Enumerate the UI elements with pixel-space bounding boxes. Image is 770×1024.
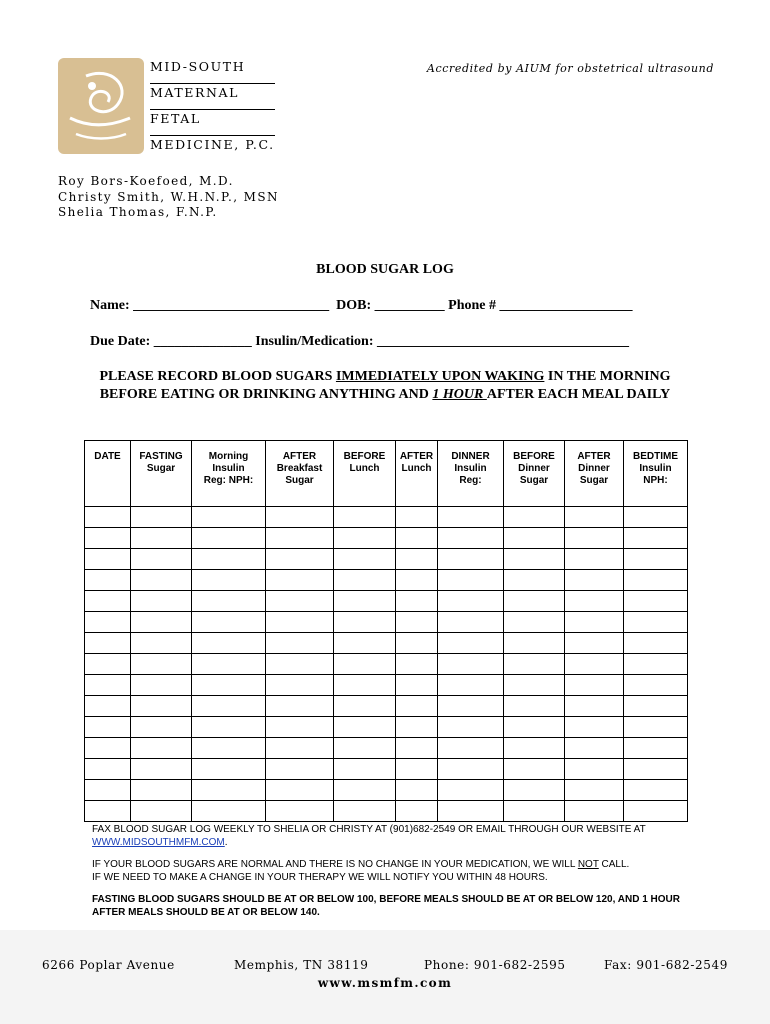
column-header: [85, 441, 131, 507]
log-entry-cell[interactable]: [504, 780, 565, 801]
log-entry-cell[interactable]: [85, 696, 131, 717]
log-entry-cell[interactable]: [396, 759, 438, 780]
footer-address: 6266 Poplar Avenue: [42, 958, 175, 972]
log-entry-cell[interactable]: [565, 549, 624, 570]
column-header-line: Breakfast: [276, 463, 323, 474]
log-entry-cell[interactable]: [192, 507, 266, 528]
log-entry-cell[interactable]: [396, 570, 438, 591]
log-entry-cell[interactable]: [334, 591, 396, 612]
log-entry-cell[interactable]: [131, 570, 192, 591]
column-header-line: BEFORE: [513, 451, 555, 462]
log-entry-cell[interactable]: [192, 591, 266, 612]
log-entry-cell[interactable]: [266, 591, 334, 612]
logo-word: MID-SOUTH: [150, 58, 275, 84]
column-header-line: Insulin: [454, 463, 487, 474]
log-entry-cell[interactable]: [504, 738, 565, 759]
log-entry-cell[interactable]: [266, 654, 334, 675]
log-entry-cell[interactable]: [438, 507, 504, 528]
column-header-line: Morning: [208, 451, 249, 462]
table-header-row: [85, 441, 688, 507]
column-header-line: BEDTIME: [633, 451, 678, 462]
log-entry-cell[interactable]: [438, 570, 504, 591]
log-entry-cell[interactable]: [504, 675, 565, 696]
log-entry-cell[interactable]: [334, 549, 396, 570]
log-entry-cell[interactable]: [396, 696, 438, 717]
log-entry-cell[interactable]: [131, 591, 192, 612]
logo-mark-icon: [56, 56, 146, 156]
log-entry-cell[interactable]: [266, 633, 334, 654]
log-entry-cell[interactable]: [192, 759, 266, 780]
column-header-line: AFTER: [577, 451, 611, 462]
column-header-line: AFTER: [282, 451, 317, 462]
log-entry-cell[interactable]: [396, 717, 438, 738]
log-entry-cell[interactable]: [438, 612, 504, 633]
log-entry-cell[interactable]: [334, 654, 396, 675]
log-entry-cell[interactable]: [266, 717, 334, 738]
column-header-line: Sugar: [146, 463, 176, 474]
log-entry-cell[interactable]: [438, 633, 504, 654]
instruction-text: PLEASE RECORD BLOOD SUGARS: [99, 369, 336, 384]
logo-word: FETAL: [150, 110, 275, 136]
footer-phone: Phone: 901-682-2595: [424, 958, 566, 972]
logo-word: MATERNAL: [150, 84, 275, 110]
log-entry-cell[interactable]: [624, 633, 688, 654]
log-entry-cell[interactable]: [565, 528, 624, 549]
column-header-line: AFTER: [399, 451, 434, 462]
log-entry-cell[interactable]: [438, 696, 504, 717]
normal-text: CALL.: [598, 859, 630, 870]
doctor-name: Roy Bors-Koefoed, M.D.: [58, 174, 234, 188]
log-entry-cell[interactable]: [565, 717, 624, 738]
log-entry-cell[interactable]: [85, 717, 131, 738]
log-entry-cell[interactable]: [266, 780, 334, 801]
log-entry-cell[interactable]: [266, 696, 334, 717]
column-header-line: Lunch: [349, 463, 380, 474]
page-title: BLOOD SUGAR LOG: [316, 262, 454, 277]
log-entry-cell[interactable]: [131, 801, 192, 822]
log-entry-cell[interactable]: [266, 675, 334, 696]
log-entry-cell[interactable]: [131, 717, 192, 738]
column-header-line: Lunch: [401, 463, 432, 474]
log-entry-cell[interactable]: [504, 717, 565, 738]
log-entry-cell[interactable]: [85, 549, 131, 570]
log-entry-cell[interactable]: [396, 654, 438, 675]
column-header-line: BEFORE: [343, 451, 386, 462]
table-row: [85, 612, 688, 633]
log-entry-cell[interactable]: [624, 654, 688, 675]
log-entry-cell[interactable]: [266, 759, 334, 780]
log-entry-cell[interactable]: [396, 528, 438, 549]
log-entry-cell[interactable]: [624, 549, 688, 570]
log-entry-cell[interactable]: [266, 549, 334, 570]
log-entry-cell[interactable]: [131, 612, 192, 633]
column-header-line: Dinner: [578, 463, 610, 474]
log-entry-cell[interactable]: [334, 759, 396, 780]
log-entry-cell[interactable]: [396, 738, 438, 759]
fax-text: FAX BLOOD SUGAR LOG WEEKLY TO SHELIA OR CHRISTY AT (901)682-2549 OR EMAIL THROUGH OUR WEBSITE AT: [92, 824, 646, 835]
log-entry-cell[interactable]: [192, 801, 266, 822]
notes-section: [92, 824, 682, 929]
log-entry-cell[interactable]: [396, 549, 438, 570]
logo-word: MEDICINE, P.C.: [150, 137, 275, 152]
column-header-line: Insulin: [212, 463, 245, 474]
log-entry-cell[interactable]: [334, 675, 396, 696]
log-entry-cell[interactable]: [438, 801, 504, 822]
log-entry-cell[interactable]: [334, 738, 396, 759]
log-entry-cell[interactable]: [624, 738, 688, 759]
log-entry-cell[interactable]: [396, 591, 438, 612]
log-entry-cell[interactable]: [624, 717, 688, 738]
log-entry-cell[interactable]: [85, 654, 131, 675]
normal-text: IF YOUR BLOOD SUGARS ARE NORMAL AND THERE IS NO CHANGE IN YOUR MEDICATION, WE WILL: [92, 859, 578, 870]
log-entry-cell[interactable]: [504, 528, 565, 549]
log-entry-cell[interactable]: [85, 507, 131, 528]
log-entry-cell[interactable]: [624, 591, 688, 612]
log-entry-cell[interactable]: [85, 675, 131, 696]
log-entry-cell[interactable]: [334, 780, 396, 801]
log-entry-cell[interactable]: [438, 591, 504, 612]
column-header-line: Sugar: [579, 475, 609, 486]
log-entry-cell[interactable]: [396, 507, 438, 528]
column-header: [504, 441, 565, 507]
table-body: [85, 507, 688, 822]
table-row: [85, 507, 688, 528]
log-entry-cell[interactable]: [266, 738, 334, 759]
log-entry-cell[interactable]: [504, 654, 565, 675]
log-entry-cell[interactable]: [85, 801, 131, 822]
log-entry-cell[interactable]: [565, 612, 624, 633]
column-header: [396, 441, 438, 507]
target-values-note: FASTING BLOOD SUGARS SHOULD BE AT OR BELOW 100, BEFORE MEALS SHOULD BE AT OR BELOW 120, AND 1 HOUR AFTER MEALS SHOULD BE AT OR BELOW 140.: [92, 894, 681, 918]
instruction-text: IN THE MORNING BEFORE EATING OR DRINKING ANYTHING AND: [99, 369, 671, 402]
log-entry-cell[interactable]: [85, 780, 131, 801]
log-entry-cell[interactable]: [131, 759, 192, 780]
log-entry-cell[interactable]: [565, 591, 624, 612]
log-entry-cell[interactable]: [624, 696, 688, 717]
log-entry-cell[interactable]: [334, 717, 396, 738]
log-entry-cell[interactable]: [192, 570, 266, 591]
log-entry-cell[interactable]: [334, 696, 396, 717]
log-entry-cell[interactable]: [334, 507, 396, 528]
log-entry-cell[interactable]: [565, 696, 624, 717]
table-row: [85, 675, 688, 696]
log-entry-cell[interactable]: [624, 801, 688, 822]
recording-instructions: [80, 368, 690, 404]
table-row: [85, 528, 688, 549]
log-entry-cell[interactable]: [438, 549, 504, 570]
column-header-line: Insulin: [639, 463, 672, 474]
log-entry-cell[interactable]: [192, 528, 266, 549]
medication-info-line: Due Date: ______________ Insulin/Medication: ____________________________________: [90, 334, 629, 349]
log-entry-cell[interactable]: [192, 675, 266, 696]
column-header: [565, 441, 624, 507]
log-entry-cell[interactable]: [192, 549, 266, 570]
website-link[interactable]: WWW.MIDSOUTHMFM.COM: [92, 836, 225, 848]
log-entry-cell[interactable]: [565, 759, 624, 780]
log-entry-cell[interactable]: [396, 780, 438, 801]
log-entry-cell[interactable]: [504, 570, 565, 591]
table-row: [85, 801, 688, 822]
log-entry-cell[interactable]: [504, 759, 565, 780]
accreditation-text: Accredited by AIUM for obstetrical ultrasound: [426, 62, 714, 75]
log-entry-cell[interactable]: [131, 633, 192, 654]
table-row: [85, 738, 688, 759]
log-entry-cell[interactable]: [438, 738, 504, 759]
logo-wordmark: [150, 58, 275, 161]
log-entry-cell[interactable]: [266, 570, 334, 591]
log-entry-cell[interactable]: [131, 549, 192, 570]
column-header: [334, 441, 396, 507]
log-entry-cell[interactable]: [504, 696, 565, 717]
log-entry-cell[interactable]: [565, 633, 624, 654]
column-header: [438, 441, 504, 507]
log-entry-cell[interactable]: [565, 654, 624, 675]
log-entry-cell[interactable]: [624, 612, 688, 633]
column-header: [192, 441, 266, 507]
doctor-name: Christy Smith, W.H.N.P., MSN: [58, 189, 279, 204]
fax-text: .: [224, 836, 228, 848]
log-entry-cell[interactable]: [565, 780, 624, 801]
log-entry-cell[interactable]: [565, 738, 624, 759]
log-entry-cell[interactable]: [334, 528, 396, 549]
log-entry-cell[interactable]: [266, 507, 334, 528]
log-entry-cell[interactable]: [85, 570, 131, 591]
footer-city: Memphis, TN 38119: [234, 958, 369, 972]
therapy-change-note: IF WE NEED TO MAKE A CHANGE IN YOUR THERAPY WE WILL NOTIFY YOU WITHIN 48 HOURS.: [92, 871, 548, 883]
log-entry-cell[interactable]: [131, 654, 192, 675]
log-entry-cell[interactable]: [192, 633, 266, 654]
column-header-line: Dinner: [518, 463, 550, 474]
log-entry-cell[interactable]: [192, 612, 266, 633]
practice-logo: [56, 56, 146, 156]
log-entry-cell[interactable]: [504, 633, 565, 654]
log-entry-cell[interactable]: [504, 801, 565, 822]
log-entry-cell[interactable]: [565, 570, 624, 591]
table-row: [85, 759, 688, 780]
log-entry-cell[interactable]: [131, 696, 192, 717]
log-entry-cell[interactable]: [131, 675, 192, 696]
column-header: [266, 441, 334, 507]
log-entry-cell[interactable]: [438, 528, 504, 549]
log-entry-cell[interactable]: [438, 717, 504, 738]
footer-fax: Fax: 901-682-2549: [604, 958, 728, 972]
log-entry-cell[interactable]: [131, 738, 192, 759]
normal-results-note: [92, 859, 682, 872]
log-entry-cell[interactable]: [504, 591, 565, 612]
log-entry-cell[interactable]: [85, 612, 131, 633]
footer-website[interactable]: www.msmfm.com: [317, 976, 453, 990]
doctor-list: [58, 174, 279, 221]
table-row: [85, 549, 688, 570]
log-entry-cell[interactable]: [504, 507, 565, 528]
log-entry-cell[interactable]: [131, 507, 192, 528]
column-header: [624, 441, 688, 507]
table-row: [85, 696, 688, 717]
log-entry-cell[interactable]: [131, 780, 192, 801]
log-entry-cell[interactable]: [624, 507, 688, 528]
log-entry-cell[interactable]: [504, 549, 565, 570]
column-header-line: DATE: [94, 451, 121, 462]
log-entry-cell[interactable]: [192, 717, 266, 738]
log-entry-cell[interactable]: [334, 570, 396, 591]
doctor-name: Shelia Thomas, F.N.P.: [58, 205, 218, 219]
column-header-line: DINNER: [451, 451, 490, 462]
log-entry-cell[interactable]: [565, 507, 624, 528]
table-row: [85, 633, 688, 654]
page-footer: [0, 930, 770, 1024]
instruction-emphasis: 1 HOUR: [432, 387, 487, 402]
normal-emphasis: NOT: [577, 859, 599, 870]
table-row: [85, 717, 688, 738]
log-entry-cell[interactable]: [396, 675, 438, 696]
column-header-line: Reg: NPH:: [203, 475, 254, 486]
instruction-text: AFTER EACH MEAL DAILY: [486, 387, 671, 402]
fax-instructions: [92, 824, 682, 849]
log-entry-cell[interactable]: [192, 654, 266, 675]
log-entry-cell[interactable]: [334, 612, 396, 633]
patient-info-line: Name: ____________________________ DOB: __________ Phone # ___________________: [90, 298, 633, 313]
table-row: [85, 570, 688, 591]
log-entry-cell[interactable]: [624, 570, 688, 591]
log-entry-cell[interactable]: [624, 528, 688, 549]
log-entry-cell[interactable]: [565, 801, 624, 822]
log-entry-cell[interactable]: [624, 780, 688, 801]
log-entry-cell[interactable]: [192, 696, 266, 717]
log-entry-cell[interactable]: [266, 801, 334, 822]
log-entry-cell[interactable]: [624, 675, 688, 696]
log-entry-cell[interactable]: [438, 759, 504, 780]
instruction-emphasis: IMMEDIATELY UPON WAKING: [335, 369, 545, 384]
column-header-line: Sugar: [285, 475, 314, 486]
log-entry-cell[interactable]: [396, 633, 438, 654]
log-entry-cell[interactable]: [334, 801, 396, 822]
log-entry-cell[interactable]: [624, 759, 688, 780]
column-header-line: FASTING: [139, 451, 183, 462]
log-entry-cell[interactable]: [131, 528, 192, 549]
table-row: [85, 654, 688, 675]
log-entry-cell[interactable]: [266, 612, 334, 633]
log-entry-cell[interactable]: [85, 591, 131, 612]
log-entry-cell[interactable]: [85, 633, 131, 654]
column-header-line: NPH:: [643, 475, 668, 486]
log-entry-cell[interactable]: [396, 801, 438, 822]
log-entry-cell[interactable]: [266, 528, 334, 549]
table-row: [85, 780, 688, 801]
log-entry-cell[interactable]: [85, 528, 131, 549]
log-entry-cell[interactable]: [192, 738, 266, 759]
blood-sugar-table: [84, 440, 688, 822]
table-row: [85, 591, 688, 612]
log-entry-cell[interactable]: [396, 612, 438, 633]
log-entry-cell[interactable]: [85, 759, 131, 780]
log-entry-cell[interactable]: [504, 612, 565, 633]
column-header: [131, 441, 192, 507]
log-entry-cell[interactable]: [438, 654, 504, 675]
log-entry-cell[interactable]: [334, 633, 396, 654]
log-entry-cell[interactable]: [192, 780, 266, 801]
column-header-line: Reg:: [459, 475, 482, 486]
column-header-line: Sugar: [519, 475, 549, 486]
log-entry-cell[interactable]: [85, 738, 131, 759]
log-entry-cell[interactable]: [438, 675, 504, 696]
log-entry-cell[interactable]: [565, 675, 624, 696]
log-entry-cell[interactable]: [438, 780, 504, 801]
